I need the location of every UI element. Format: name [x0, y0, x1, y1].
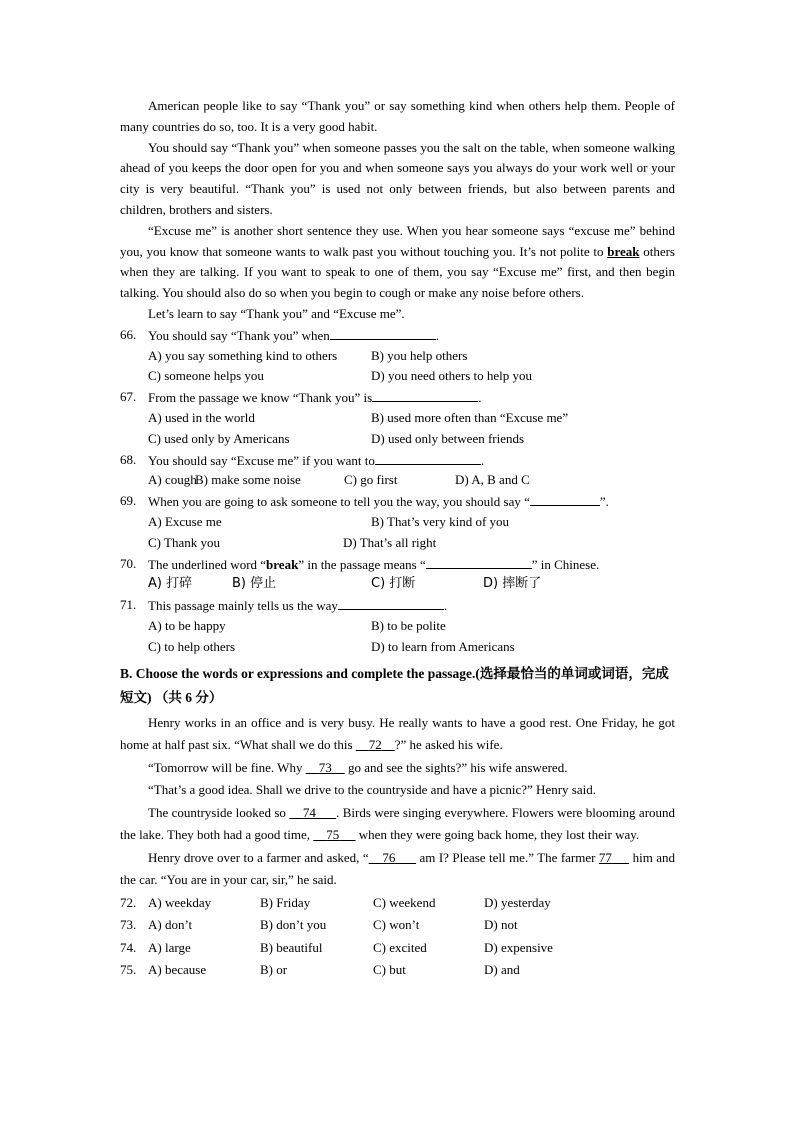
option: C) someone helps you: [148, 368, 264, 384]
option: D) A, B and C: [455, 472, 530, 488]
question-68: [120, 450, 675, 471]
options-row: [120, 470, 675, 491]
option: D) yesterday: [484, 894, 551, 910]
option: A) Excuse me: [148, 513, 222, 529]
gap-question-75: [120, 959, 675, 982]
question-stem: The underlined word “break” in the passage means “ ” in Chinese.: [148, 554, 675, 575]
option: C) to help others: [148, 638, 236, 654]
options-row: [120, 429, 675, 450]
question-number: 67.: [120, 389, 137, 405]
option: C) but: [373, 962, 406, 978]
answer-blank: [372, 387, 478, 402]
question-stem: You should say “Excuse me” if you want to .: [148, 450, 675, 471]
option: B) 停止: [232, 576, 277, 592]
answer-blank: [426, 554, 532, 569]
option: C) go first: [344, 472, 398, 488]
gap-77: 77: [598, 849, 612, 865]
question-number: 70.: [120, 555, 137, 571]
passage-paragraph: [120, 221, 675, 304]
answer-blank: [330, 325, 436, 340]
exam-page: [120, 96, 675, 982]
option: B) beautiful: [260, 939, 323, 955]
option: B) or: [260, 962, 288, 978]
passage-paragraph: The countryside looked so 74 . Birds were singing everywhere. Flowers were blooming around the lake. They both had a good time, 75 when they were going back home, they lost their way.: [120, 804, 676, 843]
question-70: [120, 554, 675, 575]
options-row: [120, 616, 675, 637]
options-row: [120, 533, 675, 554]
question-66: [120, 325, 675, 346]
question-stem: This passage mainly tells us the way .: [148, 595, 675, 616]
option: B) used more often than “Excuse me”: [371, 409, 569, 425]
section-b-title: B. Choose the words or expressions and complete the passage.(选择最恰当的单词或词语，完成短文) （共 6 分）: [120, 665, 669, 705]
option: C) excited: [373, 939, 427, 955]
option: D) 摔断了: [483, 576, 542, 592]
passage-text: others when they are talking. If you want to speak to one of them, you say “Excuse me” first, and then begin talking. You should also do so when you begin to cough or make any noise before others.: [120, 243, 675, 301]
option: A) used in the world: [148, 409, 255, 425]
option: C) won’t: [373, 917, 420, 933]
options-row: [120, 574, 675, 595]
bold-word-break: break: [266, 556, 299, 572]
question-stem: From the passage we know “Thank you” is .: [148, 387, 675, 408]
option: A) don’t: [148, 917, 193, 933]
option: A) cough: [148, 472, 197, 488]
question-number: 75.: [120, 962, 137, 978]
question-number: 69.: [120, 493, 137, 509]
gap-question-72: [120, 892, 675, 915]
passage-paragraph: American people like to say “Thank you” or say something kind when others help them. People of many countries do so, too. It is a very good habit.: [120, 98, 675, 134]
passage-text: “Excuse me” is another short sentence they use. When you hear someone says “excuse me” behind you, you know that someone wants to walk past you without touching you. It’s not polite to: [120, 222, 675, 259]
option: D) used only between friends: [371, 430, 525, 446]
question-stem: When you are going to ask someone to tell you the way, you should say “ ”.: [148, 491, 675, 512]
option: A) 打碎: [148, 576, 193, 592]
option: B) That’s very kind of you: [371, 513, 510, 529]
option: D) to learn from Americans: [371, 638, 515, 654]
option: A) to be happy: [148, 617, 226, 633]
options-row: [120, 637, 675, 658]
question-stem: You should say “Thank you” when .: [148, 325, 675, 346]
question-number: 74.: [120, 939, 137, 955]
option: C) Thank you: [148, 534, 220, 550]
passage-paragraph: “That’s a good idea. Shall we drive to the countryside and have a picnic?” Henry said.: [148, 782, 596, 798]
question-number: 71.: [120, 597, 137, 613]
option: B) you help others: [371, 347, 468, 363]
passage-paragraph: Let’s learn to say “Thank you” and “Excuse me”.: [148, 305, 405, 321]
option: A) because: [148, 962, 207, 978]
gap-question-73: [120, 914, 675, 937]
option: A) large: [148, 939, 191, 955]
option: B) to be polite: [371, 617, 446, 633]
option: C) 打断: [371, 576, 416, 592]
option: C) weekend: [373, 894, 436, 910]
options-row: [120, 408, 675, 429]
gap-76: 76: [382, 849, 396, 865]
gap-75: 75: [326, 827, 340, 843]
option: D) expensive: [484, 939, 553, 955]
passage-paragraph: Henry drove over to a farmer and asked, “ 76 am I? Please tell me.” The farmer 77 him and the car. “You are in your car, sir,” he said.: [120, 849, 676, 888]
gap-question-74: [120, 937, 675, 960]
option: D) and: [484, 962, 520, 978]
options-row: [120, 512, 675, 533]
question-number: 68.: [120, 451, 137, 467]
answer-blank: [375, 450, 481, 465]
gap-72: 72: [368, 737, 382, 753]
option: B) make some noise: [195, 472, 301, 488]
option: B) Friday: [260, 894, 311, 910]
option: A) weekday: [148, 894, 212, 910]
question-71: [120, 595, 675, 616]
question-number: 73.: [120, 917, 137, 933]
gap-73: 73: [318, 759, 332, 775]
option: A) you say something kind to others: [148, 347, 338, 363]
option: D) you need others to help you: [371, 368, 533, 384]
question-69: [120, 491, 675, 512]
question-67: [120, 387, 675, 408]
answer-blank: [338, 595, 444, 610]
option: D) That’s all right: [343, 534, 437, 550]
question-number: 72.: [120, 894, 137, 910]
passage-paragraph: “Tomorrow will be fine. Why 73 go and see the sights?” his wife answered.: [148, 759, 568, 775]
option: C) used only by Americans: [148, 430, 290, 446]
underlined-word-break: break: [607, 243, 640, 259]
option: B) don’t you: [260, 917, 327, 933]
options-row: [120, 366, 675, 387]
options-row: [120, 346, 675, 367]
passage-paragraph: You should say “Thank you” when someone passes you the salt on the table, when someone walking ahead of you keeps the door open for you and when someone says you always do your work well or your city is very beautiful. “Thank you” is used not only between friends, but also between parents and children, brothers and sisters.: [120, 139, 675, 217]
question-number: 66.: [120, 326, 137, 342]
gap-74: 74: [302, 804, 316, 820]
answer-blank: [530, 491, 600, 506]
passage-paragraph: Henry works in an office and is very busy. He really wants to have a good rest. One Friday, he got home at half past six. “What shall we do this 72 ?” he asked his wife.: [120, 714, 675, 753]
option: D) not: [484, 917, 518, 933]
